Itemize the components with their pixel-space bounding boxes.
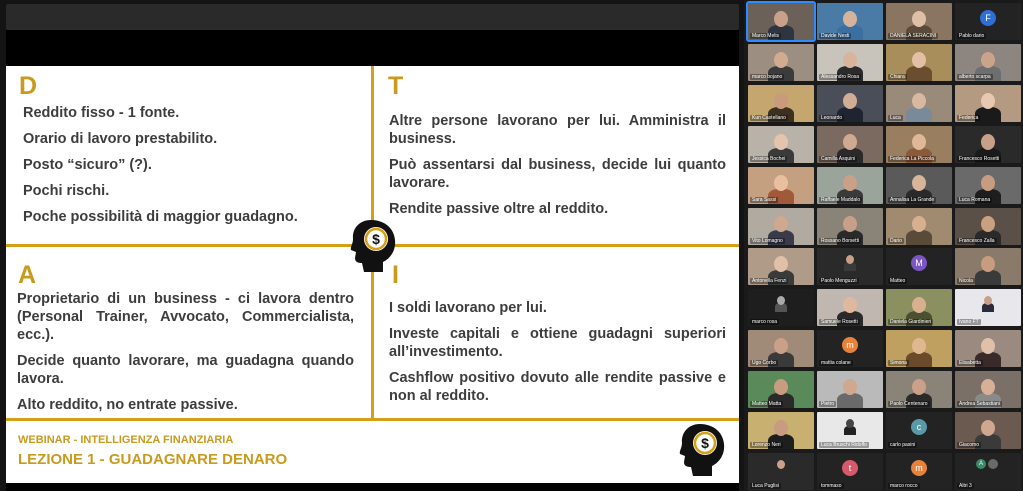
participant-tile[interactable] (886, 208, 952, 245)
participant-name: Paolo Centenaro (890, 401, 928, 408)
participant-tile[interactable] (748, 289, 814, 326)
participant-gallery[interactable] (744, 0, 1023, 491)
participant-tile[interactable] (886, 412, 952, 449)
participant-name: marco rosa (752, 319, 778, 326)
participant-name: Francesco Rosetti (959, 155, 1000, 162)
footer-brain-icon (678, 422, 728, 478)
participant-tile[interactable] (817, 248, 883, 285)
participant-video-head (774, 52, 788, 68)
participant-tile[interactable] (955, 167, 1021, 204)
shared-window-header (6, 30, 739, 66)
participant-name: Paolo Menguzzi (821, 278, 857, 285)
participant-tile[interactable] (955, 371, 1021, 408)
participant-name: Luca (890, 114, 901, 121)
participant-name: Pietro (821, 401, 835, 408)
participant-video-head (843, 216, 857, 232)
participant-tile[interactable] (817, 330, 883, 367)
participant-tile[interactable] (955, 289, 1021, 326)
quadrant-i-line: Investe capitali e ottiene guadagni superiori all’investimento. (389, 326, 726, 360)
participant-tile[interactable] (817, 85, 883, 122)
participant-name: Altri 3 (959, 482, 972, 489)
participant-tile[interactable] (748, 3, 814, 40)
participant-name: Federica (959, 114, 979, 121)
participant-name: Dario (890, 237, 902, 244)
participant-name: Davide Nesti (821, 33, 850, 39)
quadrant-i-line: Cashflow positivo dovuto alle rendite passive e non al reddito. (389, 370, 726, 404)
participant-tile[interactable] (748, 453, 814, 490)
participant-tile[interactable] (748, 248, 814, 285)
quadrant-i-line: I soldi lavorano per lui. (389, 300, 547, 316)
participant-name: Francesco Zalla (959, 237, 995, 244)
participant-avatar: A (976, 459, 986, 469)
quadrant-a-line: Proprietario di un business - ci lavora dentro (Personal Trainer, Avvocato, Commercialista, ecc.). (17, 291, 354, 343)
quadrant-t-letter: T (388, 72, 404, 100)
svg-text:$: $ (701, 435, 709, 451)
participant-video-head (774, 93, 788, 109)
participant-tile[interactable] (955, 3, 1021, 40)
participant-tile[interactable] (817, 167, 883, 204)
participant-tile[interactable] (955, 126, 1021, 163)
participant-name: Kun Castellano (752, 114, 786, 121)
footer-lesson: LEZIONE 1 - GUADAGNARE DENARO (18, 451, 288, 468)
participant-name: Marco Melis (752, 33, 779, 39)
participant-name: Camilla Asquini (821, 155, 856, 162)
participant-tile[interactable] (817, 371, 883, 408)
participant-name: Daniela Giardinieri (890, 319, 932, 326)
participant-avatar: m (911, 460, 927, 476)
participant-video-head (981, 175, 995, 191)
quadrant-d-line: Orario di lavoro prestabilito. (23, 131, 218, 147)
footer-webinar: WEBINAR - INTELLIGENZA FINANZIARIA (18, 434, 234, 446)
participant-name: Luca Romana (959, 196, 991, 203)
participant-video-figure (906, 230, 932, 245)
participant-video-head (981, 379, 995, 395)
participant-avatar: t (842, 460, 858, 476)
participant-name: Andrea Sebastiani (959, 401, 1000, 408)
quadrant-d-line: Reddito fisso - 1 fonte. (23, 105, 180, 121)
participant-tile[interactable] (817, 44, 883, 81)
participant-name: Vito Lomagno (752, 237, 783, 244)
participant-tile[interactable] (886, 453, 952, 490)
participant-video-head (981, 216, 995, 232)
participant-video-head (843, 52, 857, 68)
participant-tile[interactable] (817, 208, 883, 245)
participant-video-head (981, 93, 995, 109)
participant-name: carlo pasini (890, 442, 916, 448)
quadrant-t-line: Rendite passive oltre al reddito. (389, 201, 609, 217)
participant-video-head (912, 52, 926, 68)
participant-name: Annalisa La Grande (890, 196, 935, 203)
participant-name: Luca Bruschi Ridolfo (821, 442, 867, 448)
participant-tile[interactable] (886, 371, 952, 408)
participant-name: Rossano Borsetti (821, 237, 860, 244)
quadrant-i-letter: I (392, 261, 399, 289)
participant-video-head (912, 93, 926, 109)
quadrant-a-line: Alto reddito, no entrate passive. (17, 397, 238, 413)
participant-tile[interactable] (748, 167, 814, 204)
participant-name: Alessandro Rosa (821, 73, 860, 80)
quadrant-a-text (17, 290, 354, 422)
participant-video-head (777, 460, 785, 469)
participant-name: Lorenzo Neri (752, 442, 781, 448)
participant-name: Matteo Matta (752, 401, 782, 408)
quadrant-t-text (389, 112, 726, 226)
participant-avatar (988, 459, 998, 469)
participant-video-head (912, 216, 926, 232)
participant-video-head (774, 175, 788, 191)
participant-tile[interactable] (886, 167, 952, 204)
participant-video-head (912, 134, 926, 150)
participant-name: Chiara (890, 73, 905, 80)
participant-name: Ugo Corbo (752, 360, 777, 367)
participant-video-head (774, 216, 788, 232)
participant-name: alberto scarpa (959, 73, 991, 80)
participant-tile[interactable] (817, 412, 883, 449)
participant-tile[interactable] (955, 44, 1021, 81)
participant-video-figure (837, 393, 863, 408)
quadrant-d-line: Poche possibilità di maggior guadagno. (23, 209, 298, 225)
participant-name: Antonella Fenzi (752, 278, 787, 285)
participant-video-head (774, 420, 788, 436)
participant-name: Samuele Rosetti (821, 319, 858, 326)
participant-avatar: M (911, 255, 927, 271)
participant-name: marco bojano (752, 73, 783, 80)
quadrant-a-line: Decide quanto lavorare, ma guadagna quando lavora. (17, 353, 354, 387)
participant-video-head (843, 134, 857, 150)
participant-video-head (912, 175, 926, 191)
participant-tile[interactable] (955, 330, 1021, 367)
participant-name: Luca Puglisi (752, 482, 779, 489)
participant-video-head (843, 11, 857, 27)
slide-bottom-bar (6, 483, 739, 491)
participant-avatar: m (842, 337, 858, 353)
participant-tile[interactable] (748, 412, 814, 449)
participant-tile[interactable] (886, 289, 952, 326)
participant-name: DANIELA SERACINI (890, 33, 937, 39)
participant-video-head (774, 134, 788, 150)
participant-tile[interactable] (955, 248, 1021, 285)
participant-tile[interactable] (748, 208, 814, 245)
participant-tile[interactable] (886, 85, 952, 122)
participant-name: Jessica Bochei (752, 155, 786, 162)
participant-name: Sara Sassi (752, 196, 777, 203)
participant-video-head (843, 93, 857, 109)
participant-name: Pablo dario (959, 33, 985, 39)
participant-name: Matteo (890, 278, 906, 285)
participant-tile[interactable] (748, 371, 814, 408)
participant-avatar: c (911, 419, 927, 435)
participant-video-head (774, 11, 788, 27)
participant-tile[interactable] (886, 44, 952, 81)
participant-name: Elisabetta (959, 360, 981, 367)
money-brain-icon (349, 218, 399, 274)
participant-tile[interactable] (748, 85, 814, 122)
quadrant-a-letter: A (18, 261, 37, 289)
participant-tile[interactable] (886, 126, 952, 163)
quadrant-t-line: Può assentarsi dal business, decide lui quanto lavorare. (389, 157, 726, 191)
participant-name: Federica La Piccola (890, 155, 934, 162)
participant-tile[interactable] (817, 289, 883, 326)
participant-tile[interactable] (748, 330, 814, 367)
quadrant-d-line: Posto “sicuro” (?). (23, 157, 152, 173)
quadrant-d-line: Pochi rischi. (23, 183, 110, 199)
participant-tile[interactable] (886, 248, 952, 285)
participant-tile[interactable] (748, 126, 814, 163)
participant-name: Simona (890, 360, 907, 367)
participant-video-head (912, 11, 926, 27)
participant-tile[interactable] (817, 126, 883, 163)
quadrant-d-text (23, 104, 358, 234)
participant-video-head (774, 379, 788, 395)
presentation-slide (6, 66, 739, 483)
participant-tile[interactable] (817, 453, 883, 490)
participant-tile[interactable] (955, 412, 1021, 449)
quadrant-d-letter: D (19, 72, 38, 100)
participant-video-head (843, 175, 857, 191)
participant-video-figure (906, 66, 932, 81)
participant-video-head (846, 419, 854, 428)
quadrant-i-text (389, 299, 726, 413)
participant-video-head (981, 420, 995, 436)
participant-video-head (981, 52, 995, 68)
participant-name: Leonardo (821, 114, 843, 121)
participant-name: Ivano FT (959, 319, 979, 326)
participant-tile[interactable] (955, 85, 1021, 122)
participant-name: mattia colane (821, 360, 851, 367)
participant-tile[interactable] (817, 3, 883, 40)
participant-tile[interactable] (955, 453, 1021, 490)
svg-text:$: $ (372, 231, 380, 247)
participant-video-head (912, 379, 926, 395)
share-toolbar (6, 4, 739, 30)
participant-name: marco rocco (890, 482, 918, 489)
participant-name: tommaso (821, 482, 842, 489)
participant-name: Raffaele Maddalo (821, 196, 861, 203)
participant-name: Giacomo (959, 442, 980, 448)
participant-video-head (843, 379, 857, 395)
quadrant-t-line: Altre persone lavorano per lui. Amministra il business. (389, 113, 726, 147)
participant-avatar: F (980, 10, 996, 26)
participant-tile[interactable] (748, 44, 814, 81)
participant-tile[interactable] (886, 3, 952, 40)
participant-video-figure (906, 107, 932, 122)
participant-video-head (981, 134, 995, 150)
participant-video-figure (975, 270, 1001, 285)
participant-tile[interactable] (886, 330, 952, 367)
participant-video-figure (906, 352, 932, 367)
participant-name: Nicola (959, 278, 973, 285)
participant-tile[interactable] (955, 208, 1021, 245)
